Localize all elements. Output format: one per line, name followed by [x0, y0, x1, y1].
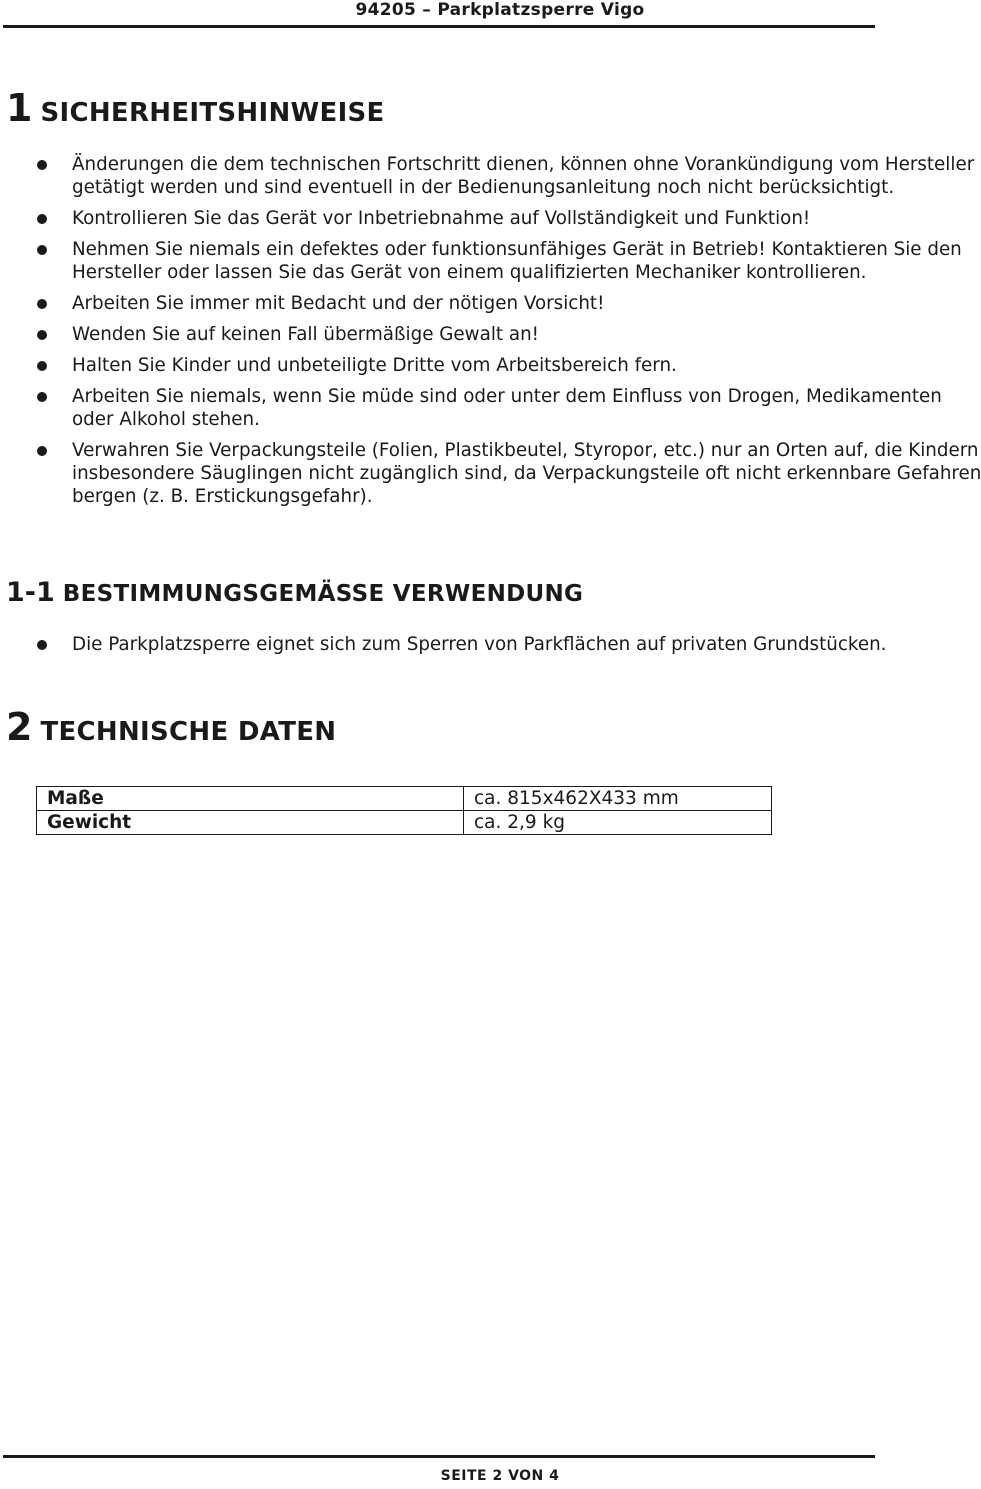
list-item: Halten Sie Kinder und unbeteiligte Dritte vom Arbeitsbereich fern. — [72, 354, 981, 377]
safety-list — [72, 153, 981, 516]
bullet-icon — [37, 392, 47, 402]
list-item: Änderungen die dem technischen Fortschritt dienen, können ohne Vorankündigung vom Hersteller getätigt werden und sind eventuell in der Bedienungsanleitung noch nicht berücksichtigt. — [72, 153, 981, 199]
bullet-icon — [37, 299, 47, 309]
bullet-icon — [37, 446, 47, 456]
section-title: BESTIMMUNGSGEMÄSSE VERWENDUNG — [62, 581, 584, 607]
section-number: 2 — [6, 705, 33, 749]
section-heading-tech-data — [6, 705, 336, 749]
bullet-icon — [37, 245, 47, 255]
table-row — [37, 787, 772, 811]
footer-rule — [3, 1455, 875, 1458]
header-rule — [3, 25, 875, 28]
list-item: Arbeiten Sie immer mit Bedacht und der nötigen Vorsicht! — [72, 292, 981, 315]
list-item: Wenden Sie auf keinen Fall übermäßige Gewalt an! — [72, 323, 981, 346]
bullet-icon — [37, 160, 47, 170]
intended-use-list — [72, 633, 981, 664]
section-number: 1 — [6, 86, 33, 130]
section-heading-intended-use — [6, 577, 583, 608]
list-item: Kontrollieren Sie das Gerät vor Inbetriebnahme auf Vollständigkeit und Funktion! — [72, 207, 981, 230]
tech-data-table — [36, 786, 772, 835]
bullet-icon — [37, 214, 47, 224]
section-title: TECHNISCHE DATEN — [40, 717, 337, 747]
spec-value: ca. 815x462X433 mm — [464, 787, 772, 811]
section-heading-safety — [6, 86, 385, 130]
list-item: Nehmen Sie niemals ein defektes oder funktionsunfähiges Gerät in Betrieb! Kontaktieren Sie den Hersteller oder lassen Sie das Gerät von einem qualifizierten Mechaniker kontrollieren. — [72, 238, 981, 284]
page-number: SEITE 2 VON 4 — [440, 1468, 560, 1484]
bullet-icon — [37, 640, 47, 650]
table-row — [37, 811, 772, 835]
bullet-icon — [37, 361, 47, 371]
spec-value: ca. 2,9 kg — [464, 811, 772, 835]
document-header-title: 94205 – Parkplatzsperre Vigo — [355, 0, 645, 20]
bullet-icon — [37, 330, 47, 340]
list-item: Die Parkplatzsperre eignet sich zum Sperren von Parkflächen auf privaten Grundstücken. — [72, 633, 981, 656]
section-title: SICHERHEITSHINWEISE — [40, 98, 385, 128]
list-item: Verwahren Sie Verpackungsteile (Folien, Plastikbeutel, Styropor, etc.) nur an Orten auf, die Kindern insbesondere Säuglingen nicht zugänglich sind, da Verpackungsteile oft nicht erkennbare Gefahren bergen (z. B. Erstickungsgefahr). — [72, 439, 981, 508]
section-number: 1-1 — [6, 577, 55, 608]
spec-label: Maße — [37, 787, 464, 811]
spec-label: Gewicht — [37, 811, 464, 835]
list-item: Arbeiten Sie niemals, wenn Sie müde sind oder unter dem Einfluss von Drogen, Medikamenten oder Alkohol stehen. — [72, 385, 981, 431]
